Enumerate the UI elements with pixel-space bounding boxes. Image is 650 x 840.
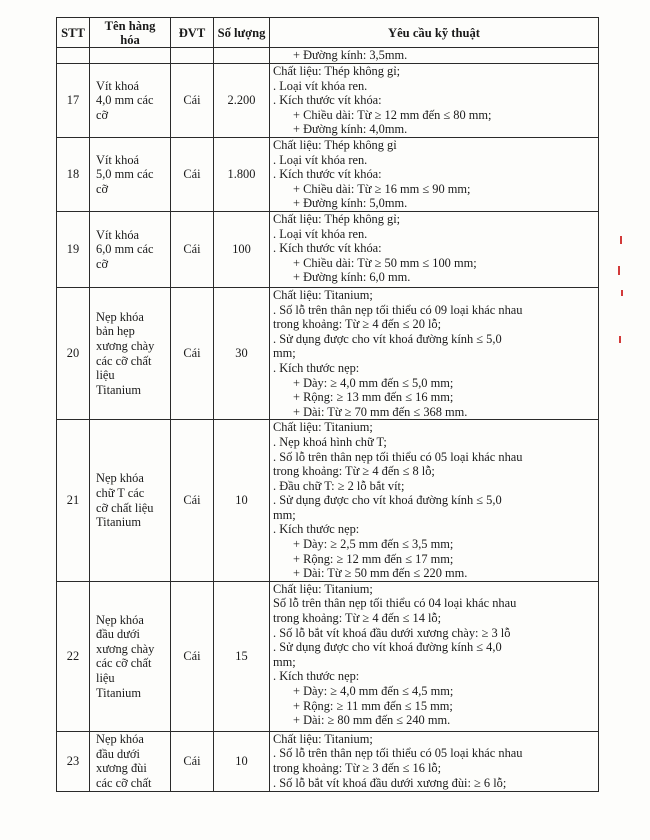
row-unit: Cái [171,287,214,419]
row-requirements [270,420,599,582]
req-line: Chất liệu: Titanium; [273,287,373,302]
margin-mark [620,236,622,244]
row-stt: 20 [57,287,90,419]
continuation-row [57,48,599,64]
header-qty: Số lượng [214,18,270,48]
req-line: trong khoảng: Từ ≥ 4 đến ≤ 20 lỗ; [273,317,442,332]
req-line: + Dài: Từ ≥ 50 mm đến ≤ 220 mm. [293,566,468,581]
item-name-line: Nẹp khóa [96,471,144,486]
item-name-line: đầu dưới [96,627,140,642]
req-line: + Dày: ≥ 4,0 mm đến ≤ 4,5 mm; [293,684,454,698]
req-line: mm; [273,346,296,361]
continuation-dvt [171,48,214,64]
item-name-line: liệu [96,670,115,685]
req-line: . Kích thước nẹp: [273,669,360,684]
row-stt: 22 [57,581,90,731]
req-line: . Kích thước vít khóa: [273,167,382,182]
margin-mark [618,266,620,275]
item-name-line: Nẹp khóa [96,612,144,627]
req-line: Số lỗ trên thân nẹp tối thiểu có 04 loại khác nhau [273,596,517,611]
row-quantity: 1.800 [214,138,270,212]
req-line: + Dày: ≥ 4,0 mm đến ≤ 5,0 mm; [293,375,454,390]
req-line: + Đường kính: 3,5mm. [293,48,408,62]
row-stt: 17 [57,64,90,138]
req-line: . Kích thước vít khóa: [273,241,382,256]
item-name-line: Titanium [96,685,141,700]
row-quantity: 10 [214,420,270,582]
req-line: . Sử dụng được cho vít khoá đường kính ≤ 5,0 [273,493,502,508]
item-name-line: 4,0 mm các [96,93,154,108]
table-row [57,287,599,419]
req-line: . Số lỗ trên thân nẹp tối thiểu có 05 loại khác nhau [273,449,523,464]
req-line: + Đường kính: 5,0mm. [293,196,408,211]
req-line: + Chiều dài: Từ ≥ 12 mm đến ≤ 80 mm; [293,107,492,122]
item-name-line: Titanium [96,382,141,397]
req-line: + Dày: ≥ 2,5 mm đến ≤ 3,5 mm; [293,537,454,552]
item-name-line: bản hẹp [96,324,135,339]
item-name-line: xương chày [96,641,155,656]
req-line: . Loại vít khóa ren. [273,226,368,241]
item-name-line: liệu [96,368,115,383]
item-name-line: Titanium [96,515,141,530]
req-line: mm; [273,654,296,669]
row-quantity: 30 [214,287,270,419]
table-row [57,64,599,138]
row-stt: 23 [57,731,90,791]
req-line: Chất liệu: Thép không gỉ; [273,64,401,78]
row-requirements [270,211,599,287]
req-line: Chất liệu: Titanium; [273,731,373,746]
item-name-line: các cỡ chất [96,656,152,671]
item-name-line: các cỡ chất [96,775,152,790]
req-line: trong khoảng: Từ ≥ 3 đến ≤ 16 lỗ; [273,761,442,776]
req-line: . Nẹp khoá hình chữ T; [273,434,387,449]
req-line: Chất liệu: Thép không gỉ [273,138,397,152]
row-quantity: 2.200 [214,64,270,138]
margin-mark [619,336,621,343]
table-row [57,731,599,791]
item-name-line: cỡ [96,107,109,122]
item-name-line: Vít khoá [96,152,140,167]
table-row [57,420,599,582]
req-line: + Dài: Từ ≥ 70 mm đến ≤ 368 mm. [293,404,468,419]
spec-table [56,17,599,792]
table-row [57,581,599,731]
req-line: trong khoảng: Từ ≥ 4 đến ≤ 8 lỗ; [273,464,435,479]
header-req: Yêu cầu kỹ thuật [270,18,599,48]
table-row [57,211,599,287]
row-stt: 21 [57,420,90,582]
header-name-line-1: Tên hàng [104,18,156,33]
item-name-line: cỡ [96,256,109,271]
item-name-line: cỡ chất liệu [96,500,154,515]
req-line: . Số lỗ bắt vít khoá đầu dưới xương đùi: ≥ 6 lỗ; [273,775,507,790]
row-stt: 18 [57,138,90,212]
req-line: + Đường kính: 4,0mm. [293,122,408,137]
row-unit: Cái [171,581,214,731]
req-line: Chất liệu: Thép không gỉ; [273,211,401,226]
item-name-line: cỡ [96,181,109,196]
req-line: . Loại vít khóa ren. [273,152,368,167]
item-name-line: xương chày [96,339,155,354]
row-unit: Cái [171,420,214,582]
req-line: mm; [273,507,296,522]
row-requirements [270,64,599,138]
req-line: . Loại vít khóa ren. [273,78,368,93]
req-line: + Rộng: ≥ 11 mm đến ≤ 15 mm; [293,698,453,713]
header-name-line-2: hóa [120,32,140,47]
item-name-line: Vít khoá [96,78,140,93]
row-item-name [90,138,171,212]
row-requirements [270,287,599,419]
req-line: + Đường kính: 6,0 mm. [293,270,411,285]
row-quantity: 10 [214,731,270,791]
item-name-line: Vít khóa [96,227,140,242]
req-line: trong khoảng: Từ ≥ 4 đến ≤ 14 lỗ; [273,611,442,626]
row-requirements [270,581,599,731]
header-stt: STT [57,18,90,48]
item-name-line: các cỡ chất [96,353,152,368]
req-line: . Sử dụng được cho vít khoá đường kính ≤ 4,0 [273,640,502,655]
continuation-req [270,48,599,64]
item-name-line: xương đùi [96,761,147,776]
row-item-name [90,64,171,138]
header-name [90,18,171,48]
row-item-name [90,731,171,791]
row-item-name [90,581,171,731]
item-name-line: 6,0 mm các [96,242,154,257]
req-line: Chất liệu: Titanium; [273,420,373,435]
req-line: . Đầu chữ T: ≥ 2 lỗ bắt vít; [273,478,405,493]
req-line: . Kích thước nẹp: [273,522,360,537]
row-unit: Cái [171,64,214,138]
row-quantity: 15 [214,581,270,731]
row-unit: Cái [171,211,214,287]
row-unit: Cái [171,138,214,212]
item-name-line: đầu dưới [96,746,140,761]
row-unit: Cái [171,731,214,791]
req-line: + Rộng: ≥ 12 mm đến ≤ 17 mm; [293,551,454,566]
row-item-name [90,287,171,419]
margin-mark [621,290,623,296]
row-item-name [90,420,171,582]
req-line: + Rộng: ≥ 13 mm đến ≤ 16 mm; [293,390,454,405]
req-line: + Chiều dài: Từ ≥ 16 mm ≤ 90 mm; [293,181,471,196]
item-name-line: Nẹp khóa [96,732,144,747]
req-line: . Số lỗ bắt vít khoá đầu dưới xương chày: ≥ 3 lỗ [273,625,511,640]
row-stt: 19 [57,211,90,287]
req-line: . Số lỗ trên thân nẹp tối thiểu có 09 loại khác nhau [273,302,523,317]
req-line: + Dài: ≥ 80 mm đến ≤ 240 mm. [293,713,451,728]
item-name-line: 5,0 mm các [96,167,154,182]
req-line: + Chiều dài: Từ ≥ 50 mm ≤ 100 mm; [293,255,477,270]
item-name-line: Nẹp khóa [96,309,144,324]
header-row [57,18,599,48]
item-name-line: chữ T các [96,485,145,500]
row-requirements [270,138,599,212]
req-line: . Số lỗ trên thân nẹp tối thiểu có 05 loại khác nhau [273,746,523,761]
req-line: Chất liệu: Titanium; [273,581,373,596]
continuation-qty [214,48,270,64]
header-dvt: ĐVT [171,18,214,48]
continuation-stt [57,48,90,64]
continuation-name [90,48,171,64]
req-line: . Kích thước vít khóa: [273,93,382,108]
row-item-name [90,211,171,287]
table-row [57,138,599,212]
row-quantity: 100 [214,211,270,287]
req-line: . Sử dụng được cho vít khoá đường kính ≤ 5,0 [273,331,502,346]
req-line: . Kích thước nẹp: [273,360,360,375]
row-requirements [270,731,599,791]
